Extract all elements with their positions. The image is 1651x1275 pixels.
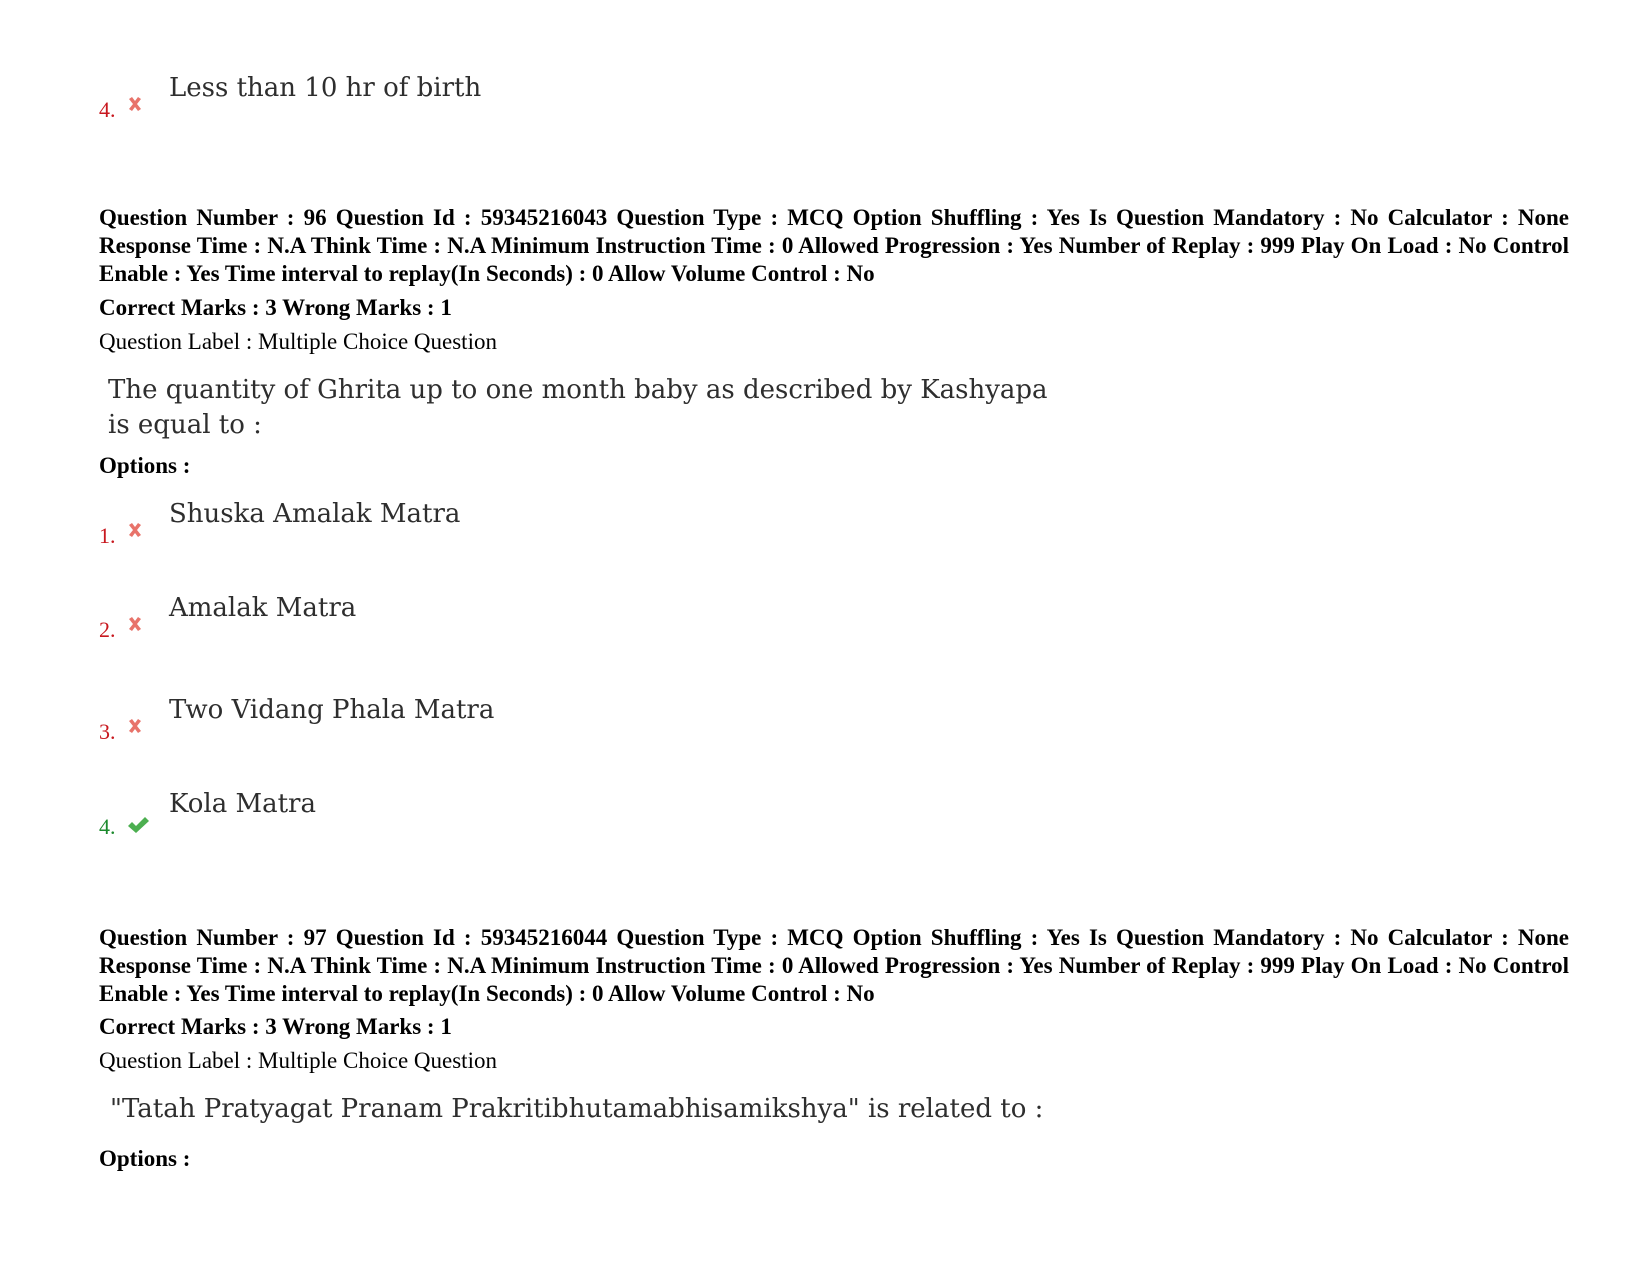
option-text: Two Vidang Phala Matra xyxy=(169,695,495,725)
question-marks: Correct Marks : 3 Wrong Marks : 1 xyxy=(99,295,452,320)
option-text: Shuska Amalak Matra xyxy=(169,499,461,529)
cross-icon xyxy=(126,615,144,633)
question-text-line2: is equal to : xyxy=(108,410,262,440)
cross-icon xyxy=(126,521,144,539)
question-meta: Question Number : 96 Question Id : 59345216043 Question Type : MCQ Option Shuffling : Yes Is Question Mandatory : No Calculator : None Response Time : N.A Think Time : N.A Minimum Instruction Time : 0 Allowed Progression : Yes Number of Replay : 999 Play On Load : No Control Enable : Yes Time interval to replay(In Seconds) : 0 Allow Volume Control : No xyxy=(99,205,1569,286)
option-number: 2. xyxy=(99,617,116,642)
question-meta: Question Number : 97 Question Id : 59345216044 Question Type : MCQ Option Shuffling : Yes Is Question Mandatory : No Calculator : None Response Time : N.A Think Time : N.A Minimum Instruction Time : 0 Allowed Progression : Yes Number of Replay : 999 Play On Load : No Control Enable : Yes Time interval to replay(In Seconds) : 0 Allow Volume Control : No xyxy=(99,925,1569,1006)
question-label: Question Label : Multiple Choice Question xyxy=(99,329,497,354)
question-text-line1: The quantity of Ghrita up to one month baby as described by Kashyapa xyxy=(108,375,1048,405)
options-heading: Options : xyxy=(99,1146,191,1171)
options-heading: Options : xyxy=(99,453,191,478)
check-icon xyxy=(126,815,150,835)
option-text: Amalak Matra xyxy=(169,593,357,623)
option-text: Less than 10 hr of birth xyxy=(169,73,482,103)
option-number: 4. xyxy=(99,814,116,839)
option-text: Kola Matra xyxy=(169,789,316,819)
cross-icon xyxy=(126,95,144,113)
option-number: 3. xyxy=(99,719,116,744)
question-label: Question Label : Multiple Choice Question xyxy=(99,1048,497,1073)
option-number: 4. xyxy=(99,97,116,122)
cross-icon xyxy=(126,717,144,735)
option-number: 1. xyxy=(99,523,116,548)
question-text-line1: "Tatah Pratyagat Pranam Prakritibhutamabhisamikshya" is related to : xyxy=(110,1094,1044,1124)
question-marks: Correct Marks : 3 Wrong Marks : 1 xyxy=(99,1014,452,1039)
